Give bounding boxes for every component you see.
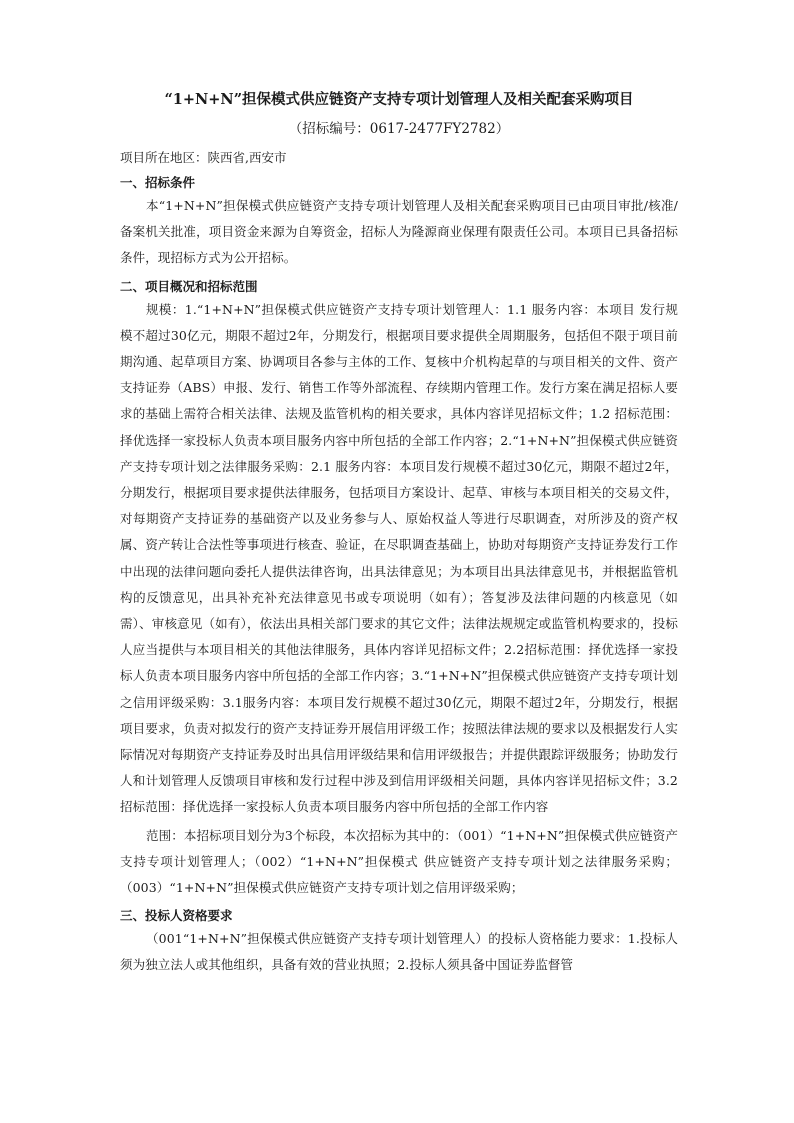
project-region: 项目所在地区：陕西省,西安市: [120, 150, 287, 165]
bidder-qualifications-paragraph: （001“1+N+N”担保模式供应链资产支持专项计划管理人）的投标人资格能力要求：1.投标人须为独立法人或其他组织，具备有效的营业执照；2.投标人须具备中国证券监督管: [120, 931, 678, 973]
section-heading-bidder-qualifications: 三、投标人资格要求: [120, 908, 233, 924]
tender-conditions-paragraph: 本“1+N+N”担保模式供应链资产支持专项计划管理人及相关配套采购项目已由项目审批/核准/备案机关批准，项目资金来源为自筹资金，招标人为隆源商业保理有限责任公司。本项目已具备招标条件，现招标方式为公开招标。: [120, 198, 678, 266]
tender-scope-paragraph: 范围：本招标项目划分为3个标段，本次招标为其中的：（001）“1+N+N”担保模式供应链资产支持专项计划管理人；（002）“1+N+N”担保模式 供应链资产支持专项计划之法律服务采购；（003）“1+N+N”担保模式供应链资产支持专项计划之信用评级采购；: [120, 827, 678, 896]
document-page: [120, 90, 678, 979]
project-scale-paragraph: 规模：1.“1+N+N”担保模式供应链资产支持专项计划管理人：1.1 服务内容：本项目 发行规模不超过30亿元，期限不超过2年，分期发行，根据项目要求提供全周期服务，包括但不限于项目前期沟通、起草项目方案、协调项目各参与主体的工作、复核中介机构起草的与项目相关的文件、资产支持证券（ABS）申报、发行、销售工作等外部流程、存续期内管理工作。发行方案在满足招标人要求的基础上需符合相关法律、法规及监管机构的相关要求，具体内容详见招标文件；1.2 招标范围：择优选择一家投标人负责本项目服务内容中所包括的全部工作内容；2.“1+N+N”担保模式供应链资产支持专项计划之法律服务采购：2.1 服务内容：本项目发行规模不超过30亿元，期限不超过2年，分期发行，根据项目要求提供法律服务，包括项目方案设计、起草、审核与本项目相关的交易文件，对每期资产支持证券的基础资产以及业务参与人、原始权益人等进行尽职调查，对所涉及的资产权属、资产转让合法性等事项进行核查、验证，在尽职调查基础上，协助对每期资产支持证券发行工作中出现的法律问题向委托人提供法律咨询，出具法律意见；为本项目出具法律意见书，并根据监管机构的反馈意见，出具补充补充法律意见书或专项说明（如有）；答复涉及法律问题的内核意见（如需）、审核意见（如有），依法出具相关部门要求的其它文件；法律法规规定或监管机构要求的，投标人应当提供与本项目相关的其他法律服务，具体内容详见招标文件；2.2招标范围：择优选择一家投标人负责本项目服务内容中所包括的全部工作内容；3.“1+N+N”担保模式供应链资产支持专项计划之信用评级采购：3.1服务内容：本项目发行规模不超过30亿元，期限不超过2年，分期发行，根据项目要求，负责对拟发行的资产支持证券开展信用评级工作；按照法律法规的要求以及根据发行人实际情况对每期资产支持证券及时出具信用评级结果和信用评级报告；并提供跟踪评级服务；协助发行人和计划管理人反馈项目审核和发行过程中涉及到信用评级相关问题，具体内容详见招标文件；3.2招标范围：择优选择一家投标人负责本项目服务内容中所包括的全部工作内容: [120, 301, 678, 815]
section-heading-project-overview: 二、项目概况和招标范围: [120, 278, 258, 294]
section-heading-tender-conditions: 一、招标条件: [120, 175, 196, 190]
document-title: “1+N+N”担保模式供应链资产支持专项计划管理人及相关配套采购项目: [164, 91, 634, 108]
tender-number: （招标编号：0617-2477FY2782）: [288, 121, 510, 137]
